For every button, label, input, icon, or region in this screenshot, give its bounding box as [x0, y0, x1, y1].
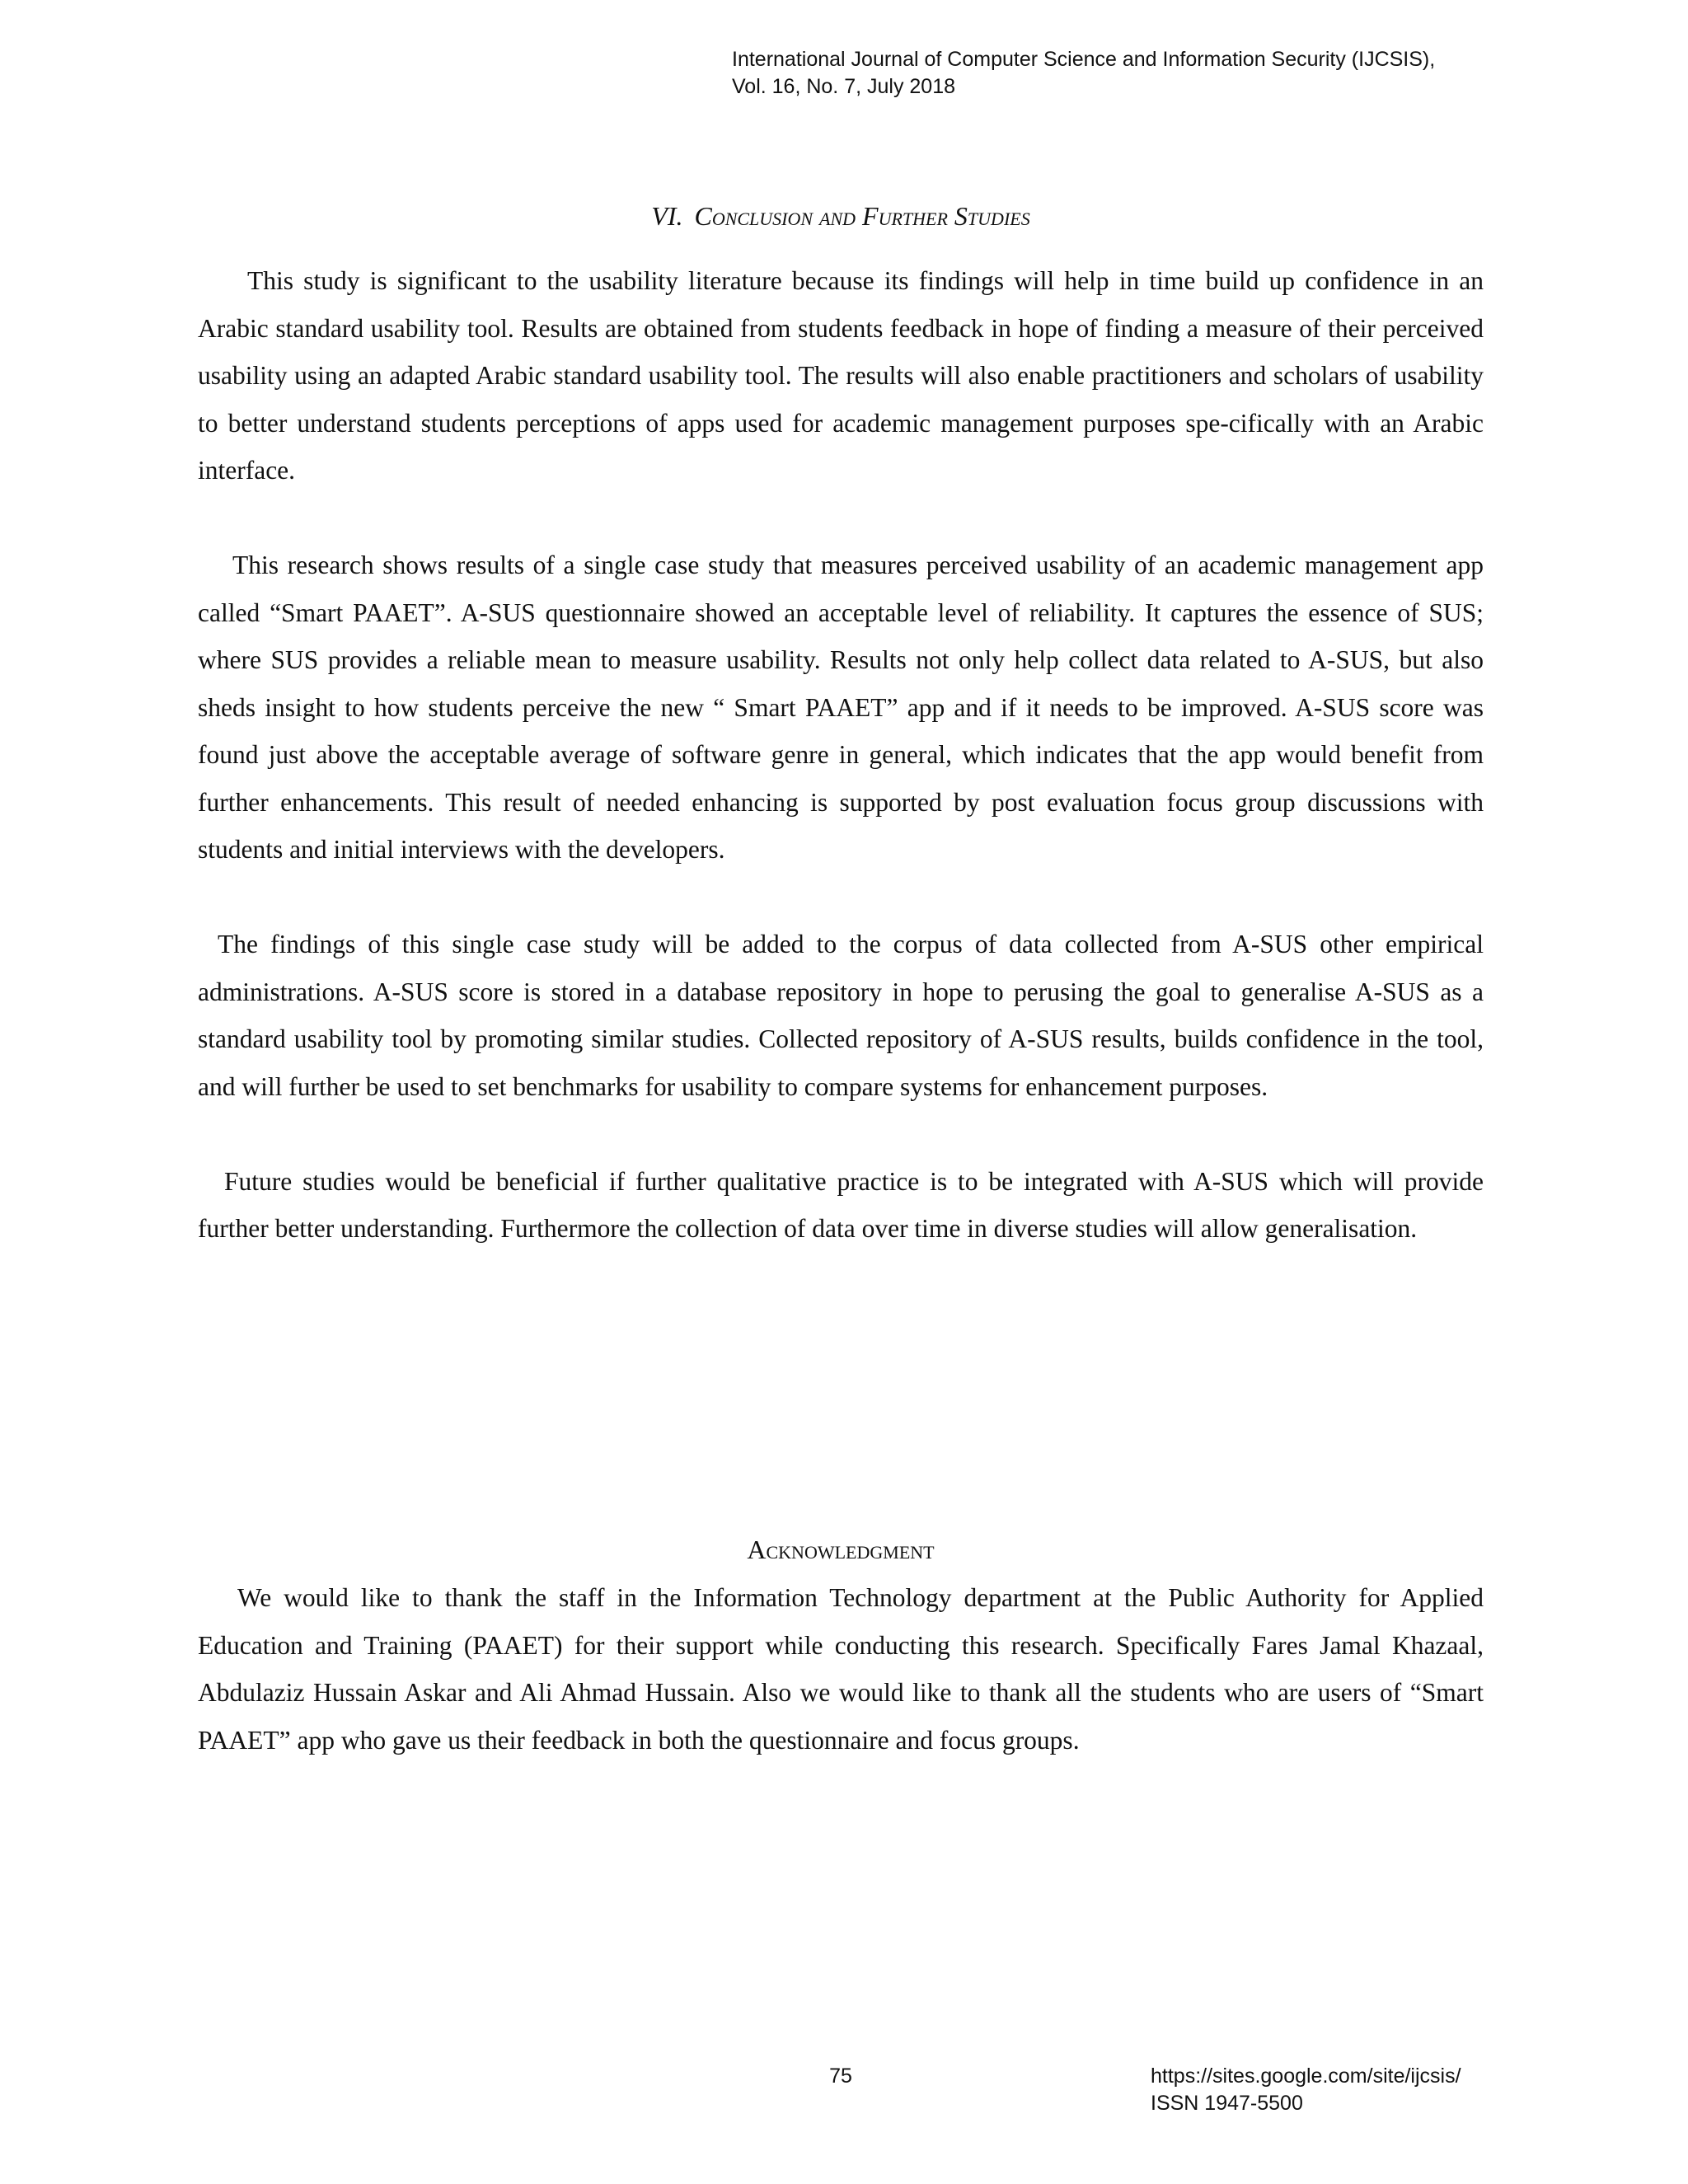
- page-number: 75: [829, 2064, 852, 2088]
- acknowledgment-body: [198, 1574, 1484, 1764]
- section-number: VI.: [651, 201, 683, 231]
- paragraph: We would like to thank the staff in the Information Technology department at the Public Authority for Applied Education and Training (PAAET) for their support while conducting this research. Specifically Fares Jamal Khazaal, Abdulaziz Hussain Askar and Ali Ahmad Hussain. Also we would like to thank all the students who are users of “Smart PAAET” app who gave us their feedback in both the questionnaire and focus groups.: [198, 1583, 1484, 1755]
- section-heading-conclusion: [198, 201, 1484, 232]
- footer-info: [1151, 2063, 1563, 2117]
- paragraph: The findings of this single case study will be added to the corpus of data collected from A-SUS other empirical administrations. A-SUS score is stored in a database repository in hope to perusing the goal to generalise A-SUS as a standard usability tool by promoting similar studies. Collected repository of A-SUS results, builds confidence in the tool, and will further be used to set benchmarks for usability to compare systems for enhancement purposes.: [198, 930, 1484, 1101]
- journal-name: International Journal of Computer Science and Information Security (IJCSIS),: [732, 48, 1436, 71]
- journal-url: https://sites.google.com/site/ijcsis/: [1151, 2064, 1461, 2088]
- section-title: Conclusion and Further Studies: [694, 201, 1030, 231]
- running-header: [732, 46, 1556, 101]
- journal-issn: ISSN 1947-5500: [1151, 2092, 1303, 2115]
- section-heading-acknowledgment: Acknowledgment: [747, 1535, 935, 1564]
- conclusion-body: [198, 257, 1484, 1253]
- journal-volume: Vol. 16, No. 7, July 2018: [732, 75, 956, 98]
- paragraph: This study is significant to the usability literature because its findings will help in time build up confidence in an Arabic standard usability tool. Results are obtained from students feedback in hope of finding a measure of their perceived usability using an adapted Arabic standard usability tool. The results will also enable practitioners and scholars of usability to better understand students perceptions of apps used for academic management purposes spe-cifically with an Arabic interface.: [198, 266, 1484, 485]
- paragraph: Future studies would be beneficial if further qualitative practice is to be integrated with A-SUS which will provide further better understanding. Furthermore the collection of data over time in diverse studies will allow generalisation.: [198, 1166, 1484, 1243]
- paragraph: This research shows results of a single case study that measures perceived usability of an academic management app called “Smart PAAET”. A-SUS questionnaire showed an acceptable level of reliability. It captures the essence of SUS; where SUS provides a reliable mean to measure usability. Results not only help collect data related to A-SUS, but also sheds insight to how students perceive the new “ Smart PAAET” app and if it needs to be improved. A-SUS score was found just above the acceptable average of software genre in general, which indicates that the app would benefit from further enhancements. This result of needed enhancing is supported by post evaluation focus group discussions with students and initial interviews with the developers.: [198, 551, 1484, 864]
